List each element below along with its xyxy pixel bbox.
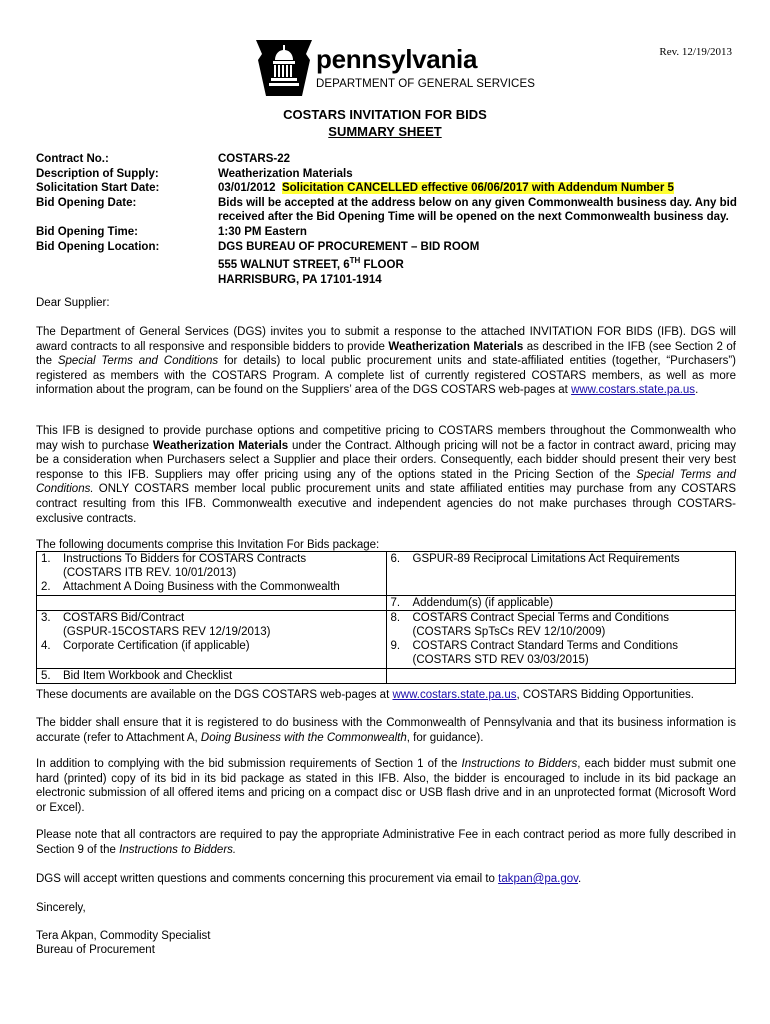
info-row-supply [36,167,738,182]
location-line-3: HARRISBURG, PA 17101-1914 [218,273,382,286]
paragraph-1: The Department of General Services (DGS) invites you to submit a response to the attached INVITATION FOR BIDS (IFB). DGS will award contracts to all responsive and responsible bidders to provide Weatherization Materials as described in the IFB (see Section 2 of the Special Terms and Conditions for details) to local public procurement units and state-affiliated entities (together, “Purchasers”) registered as members with the COSTARS Program. A complete list of currently registered COSTARS members, as well as more information about the program, can be found on the Suppliers’ area of the DGS COSTARS web-pages at www.costars.state.pa.us. [36,326,736,397]
paragraph-4: The bidder shall ensure that it is registered to do business with the Commonwealth of Pennsylvania and that its business information is accurate (refer to Attachment A, Doing Business with the Commonwealth, for guidance). [36,717,736,744]
logo-wordmark: pennsylvania [316,44,478,74]
paragraph-2: This IFB is designed to provide purchase options and competitive pricing to COSTARS members throughout the Commonwealth who may wish to purchase Weatherization Materials under the Contract. Although pricing will not be a factor in contract award, pricing may be a consideration when Purchasers select a Supplier and place their orders. Consequently, each bidder should present their very best response to this IFB. Suppliers may offer pricing using any of the options stated in the Pricing Section of the Special Terms and Conditions. ONLY COSTARS member local public procurement units and state affiliated entities may purchase from any COSTARS contract resulting from this IFB. Commonwealth executive and independent agencies do not make purchases through COSTARS-exclusive contracts. [36,425,736,525]
signature-name: Tera Akpan, Commodity Specialist [36,930,211,942]
start-date: 03/01/2012 [218,182,276,195]
contract-value: COSTARS-22 [218,153,290,165]
location-street: 555 WALNUT STREET, 6 [218,258,350,271]
table-row [37,668,736,683]
paragraph-5: In addition to complying with the bid submission requirements of Section 1 of the Instructions to Bidders, each bidder must submit one hard (printed) copy of its bid in its bid package as stated in this IFB. Also, the bidder is encouraged to include in its bid package an electronic submission of all offered items and pricing on a compact disc or USB flash drive and in an unprotected format (Microsoft Word or Excel). [36,758,736,814]
logo-department: DEPARTMENT OF GENERAL SERVICES [316,78,535,90]
supply-value: Weatherization Materials [218,167,353,180]
document-item-2: 2. Attachment A Doing Business with the Commonwealth [41,581,340,594]
table-row [37,552,736,596]
paragraph-7: DGS will accept written questions and comments concerning this procurement via email to takpan@pa.gov. [36,873,582,885]
pa-dgs-logo [254,40,535,96]
info-row-start [36,181,738,196]
opening-date-label: Bid Opening Date: [36,196,137,209]
closing: Sincerely, [36,902,86,914]
info-row-location [36,240,738,288]
costars-website-link[interactable]: www.costars.state.pa.us [571,384,696,397]
document-subtitle: SUMMARY SHEET [328,124,442,139]
info-row-opening-date [36,196,738,225]
opening-time-label: Bid Opening Time: [36,225,139,238]
location-line-2 [218,254,738,272]
revision-date: Rev. 12/19/2013 [659,46,732,58]
supply-label: Description of Supply: [36,167,159,180]
email-link[interactable]: takpan@pa.gov [498,873,579,885]
location-line-1: DGS BUREAU OF PROCUREMENT – BID ROOM [218,240,480,253]
paragraph-6: Please note that all contractors are required to pay the appropriate Administrative Fee in each contract period as more fully described in Section 9 of the Instructions to Bidders. [36,829,736,856]
document-item-8: 8. COSTARS Contract Special Terms and Conditions (COSTARS SpTsCs REV 12/10/2009) [390,611,670,639]
documents-table [36,551,736,684]
document-item-3: 3. COSTARS Bid/Contract (GSPUR-15COSTARS REV 12/19/2013) [41,611,271,639]
info-row-opening-time [36,225,738,240]
document-item-9: 9. COSTARS Contract Standard Terms and Conditions (COSTARS STD REV 03/03/2015) [390,640,678,667]
documents-intro: The following documents comprise this Invitation For Bids package: [36,539,380,551]
info-row-contract [36,152,738,167]
table-row [37,610,736,668]
start-label: Solicitation Start Date: [36,182,160,195]
cancellation-notice: Solicitation CANCELLED effective 06/06/2017 with Addendum Number 5 [281,182,674,195]
location-floor: FLOOR [360,258,404,271]
keystone-capitol-icon [254,40,314,96]
costars-website-link-2[interactable]: www.costars.state.pa.us [392,689,517,701]
salutation: Dear Supplier: [36,297,110,309]
document-title: COSTARS INVITATION FOR BIDS [283,107,487,122]
opening-time-value: 1:30 PM Eastern [218,225,307,238]
table-row [37,595,736,610]
location-value [218,240,738,288]
opening-date-value: Bids will be accepted at the address below on any given Commonwealth business day. Any bid received after the Bid Opening Time will be opened on the next Commonwealth business day. [218,196,737,224]
document-item-4: 4. Corporate Certification (if applicable) [41,640,250,653]
document-item-5: 5. Bid Item Workbook and Checklist [41,669,233,682]
document-item-6: 6. GSPUR-89 Reciprocal Limitations Act Requirements [390,553,680,565]
location-floor-suffix: TH [349,256,361,266]
summary-info [36,152,738,287]
contract-label: Contract No.: [36,153,109,165]
start-value [218,181,738,196]
paragraph-3: These documents are available on the DGS COSTARS web-pages at www.costars.state.pa.us, COSTARS Bidding Opportunities. [36,689,694,701]
document-item-7: 7. Addendum(s) (if applicable) [390,596,554,609]
document-item-1: 1. Instructions To Bidders for COSTARS Contracts (COSTARS ITB REV. 10/01/2013) [41,553,307,580]
location-label: Bid Opening Location: [36,240,160,253]
signature-department: Bureau of Procurement [36,944,155,956]
